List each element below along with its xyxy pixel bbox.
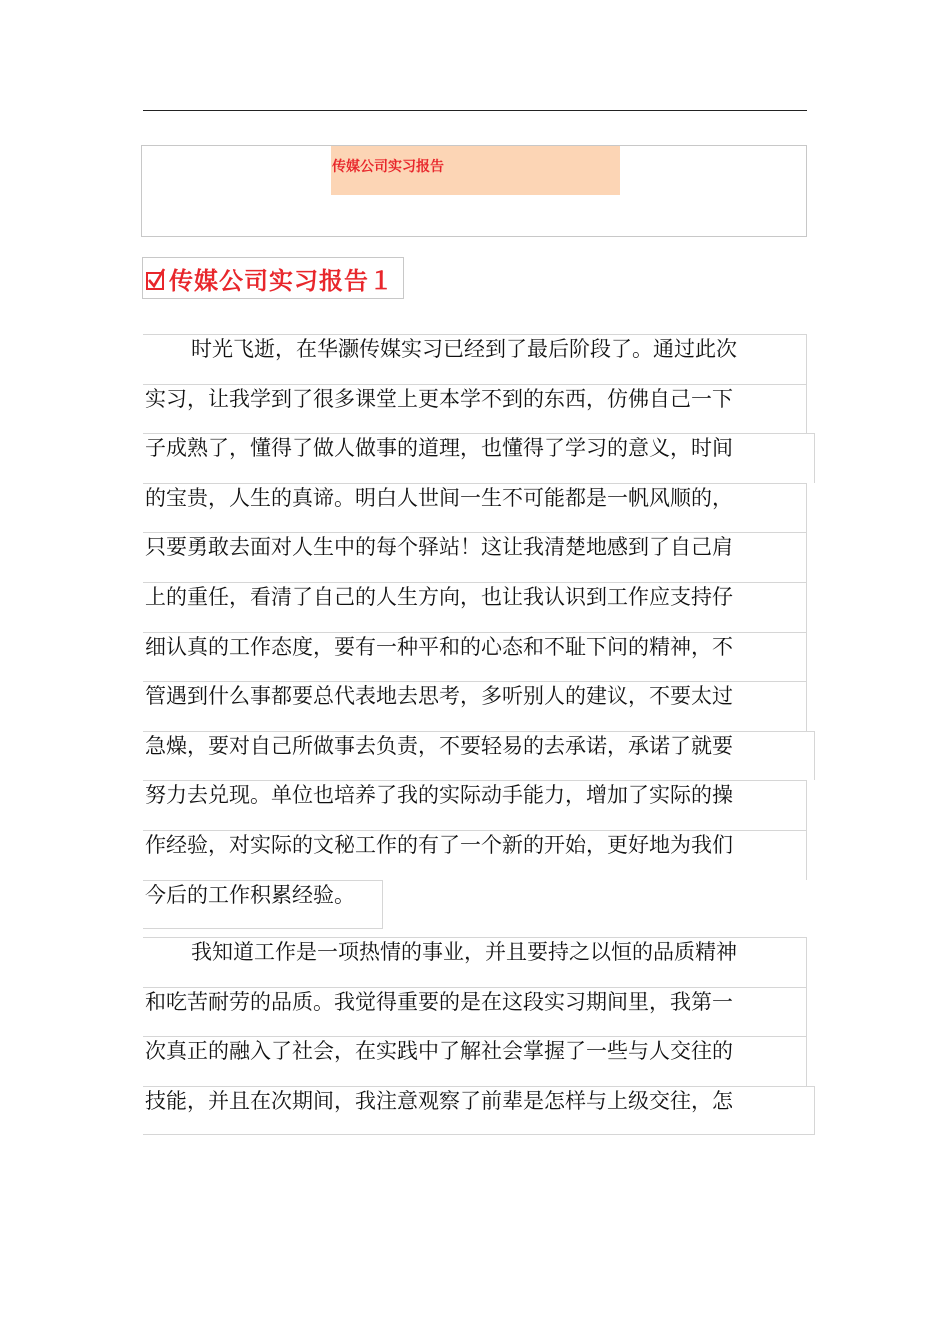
text-line-content: 急燥，要对自己所做事去负责，不要轻易的去承诺，承诺了就要 <box>145 733 733 758</box>
text-line-content: 子成熟了，懂得了做人做事的道理，也懂得了学习的意义，时间 <box>145 436 733 461</box>
text-line-content: 上的重任，看清了自己的人生方向，也让我认识到工作应支持仔 <box>145 584 733 609</box>
text-line-content: 我知道工作是一项热情的事业，并且要持之以恒的品质精神 <box>191 940 737 964</box>
text-line-content: 和吃苦耐劳的品质。我觉得重要的是在这段实习期间里，我第一 <box>145 989 733 1014</box>
paragraph-1 <box>143 334 823 929</box>
checkbox-checked-icon <box>146 267 166 291</box>
text-line-content: 管遇到什么事都要总代表地去思考，多听别人的建议，不要太过 <box>145 684 733 709</box>
text-line-content: 时光飞逝，在华灏传媒实习已经到了最后阶段了。通过此次 <box>191 337 737 361</box>
text-line-content: 实习，让我学到了很多课堂上更本学不到的东西，仿佛自己一下 <box>145 386 733 411</box>
text-line <box>143 632 807 682</box>
section-heading: 传媒公司实习报告１ <box>169 266 394 295</box>
top-rule <box>143 110 807 111</box>
paragraph-2 <box>143 937 823 1135</box>
text-line <box>143 731 815 781</box>
text-line <box>143 582 807 632</box>
text-line-content: 次真正的融入了社会，在实践中了解社会掌握了一些与人交往的 <box>145 1039 733 1064</box>
text-line <box>143 830 807 880</box>
section-heading-box <box>142 257 404 299</box>
text-line <box>143 532 807 582</box>
text-line <box>143 880 383 930</box>
text-line <box>143 433 815 483</box>
header-title: 传媒公司实习报告 <box>332 159 444 175</box>
text-line-content: 细认真的工作态度，要有一种平和的心态和不耻下问的精神，不 <box>145 634 733 659</box>
text-line <box>143 334 807 384</box>
text-line <box>143 483 807 533</box>
text-line-content: 作经验，对实际的文秘工作的有了一个新的开始，更好地为我们 <box>145 832 733 857</box>
text-line <box>143 1036 807 1086</box>
text-line-content: 技能，并且在次期间，我注意观察了前辈是怎样与上级交往，怎 <box>145 1088 733 1113</box>
text-line <box>143 937 807 987</box>
text-line-content: 的宝贵，人生的真谛。明白人世间一生不可能都是一帆风顺的， <box>145 485 733 510</box>
text-line-content: 努力去兑现。单位也培养了我的实际动手能力，增加了实际的操 <box>145 783 733 808</box>
text-line-content: 今后的工作积累经验。 <box>145 882 355 907</box>
text-line <box>143 681 807 731</box>
text-line-content: 只要勇敢去面对人生中的每个驿站！这让我清楚地感到了自己肩 <box>145 535 733 560</box>
text-line <box>143 1086 815 1136</box>
text-line <box>143 987 807 1037</box>
header-box <box>141 145 807 237</box>
text-line <box>143 384 807 434</box>
text-line <box>143 780 807 830</box>
